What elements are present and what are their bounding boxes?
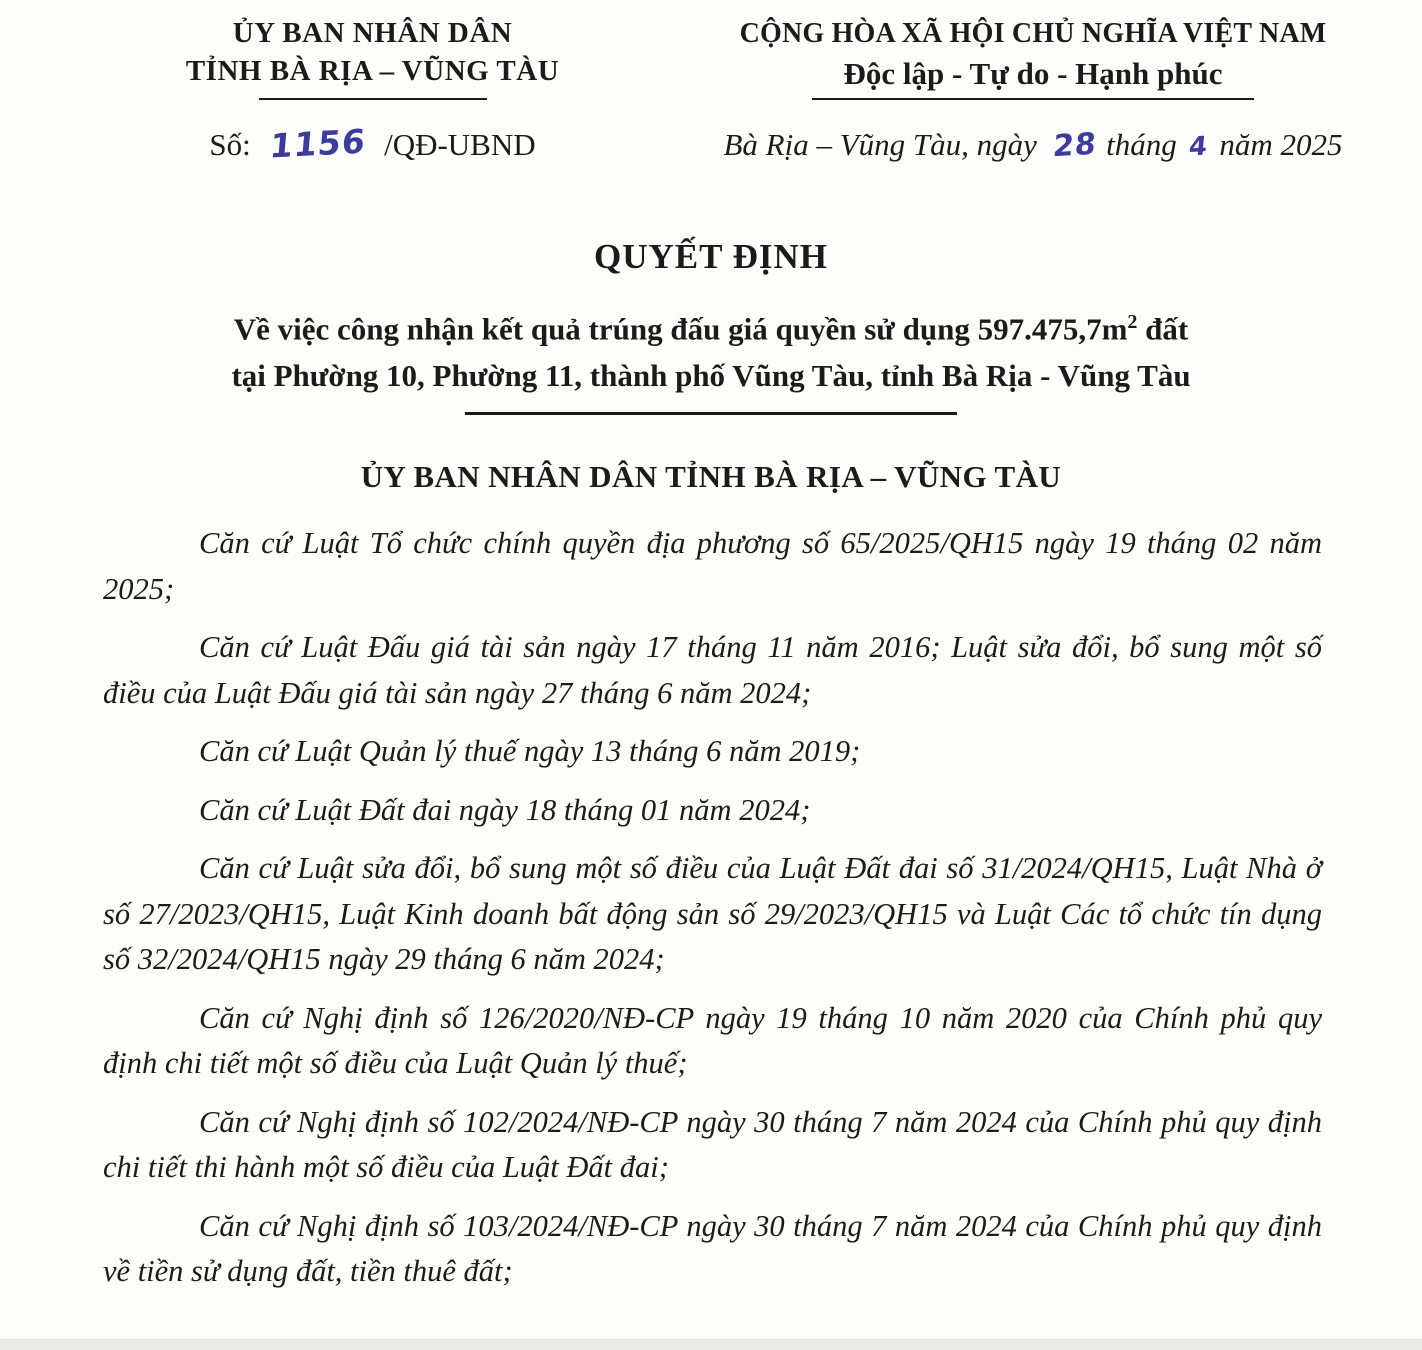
document-title: QUYẾT ĐỊNH xyxy=(594,237,828,276)
subtitle-line1-superscript: 2 xyxy=(1127,311,1138,333)
number-and-date-row xyxy=(0,121,1422,166)
document-subtitle xyxy=(96,299,1326,399)
document-number-handwritten-value: 1156 xyxy=(268,121,368,166)
legal-basis-paragraph-6: Căn cứ Nghị định số 126/2020/NĐ-CP ngày 19 tháng 10 năm 2020 của Chính phủ quy định chi tiết một số điều của Luật Quản lý thuế; xyxy=(103,1000,1322,1081)
national-header-line1: CỘNG HÒA XÃ HỘI CHỦ NGHĨA VIỆT NAM xyxy=(739,18,1327,49)
document-header xyxy=(0,14,1422,100)
header-right-divider xyxy=(812,98,1254,100)
document-number-suffix: /QĐ-UBND xyxy=(384,127,536,162)
date-day-handwritten: 28 xyxy=(1051,126,1098,165)
issuing-authority-line1: ỦY BAN NHÂN DÂN xyxy=(232,17,513,49)
issuing-authority-block xyxy=(95,14,650,100)
date-month-label: tháng xyxy=(1106,127,1177,162)
subtitle-line1-text: Về việc công nhận kết quả trúng đấu giá quyền sử dụng 597.475,7m xyxy=(233,311,1128,347)
document-number xyxy=(95,121,650,166)
legal-basis-paragraph-8: Căn cứ Nghị định số 103/2024/NĐ-CP ngày 30 tháng 7 năm 2024 của Chính phủ quy định về tiền sử dụng đất, tiền thuê đất; xyxy=(103,1208,1322,1289)
legal-basis-paragraph-2: Căn cứ Luật Đấu giá tài sản ngày 17 tháng 11 năm 2016; Luật sửa đổi, bổ sung một số điều của Luật Đấu giá tài sản ngày 27 tháng 6 năm 2024; xyxy=(103,630,1322,710)
issuing-authority-line2: TỈNH BÀ RỊA – VŨNG TÀU xyxy=(185,55,560,87)
date-year-suffix: năm 2025 xyxy=(1219,127,1343,162)
subtitle-line1 xyxy=(96,299,1326,352)
scan-edge-strip xyxy=(0,1339,1422,1350)
national-motto-block xyxy=(652,14,1414,100)
date-month-handwritten: 4 xyxy=(1187,131,1209,163)
authority-heading: ỦY BAN NHÂN DÂN TỈNH BÀ RỊA – VŨNG TÀU xyxy=(360,459,1062,495)
national-header-line2: Độc lập - Tự do - Hạnh phúc xyxy=(843,56,1223,91)
legal-basis-paragraph-5: Căn cứ Luật sửa đổi, bổ sung một số điều của Luật Đất đai số 31/2024/QH15, Luật Nhà ở số 27/2023/QH15, Luật Kinh doanh bất động sản số 29/2023/QH15 và Luật Các tổ chức tín dụng số 32/2024/QH15 ngày 29 tháng 6 năm 2024; xyxy=(103,851,1322,977)
title-block xyxy=(0,237,1422,415)
legal-basis-paragraph-3: Căn cứ Luật Quản lý thuế ngày 13 tháng 6 năm 2019; xyxy=(199,734,861,769)
legal-basis-paragraph-7: Căn cứ Nghị định số 102/2024/NĐ-CP ngày 30 tháng 7 năm 2024 của Chính phủ quy định chi tiết thi hành một số điều của Luật Đất đai; xyxy=(103,1104,1322,1185)
header-left-divider xyxy=(259,98,487,100)
legal-basis-paragraphs xyxy=(103,521,1322,1295)
date-place-prefix: Bà Rịa – Vũng Tàu, ngày xyxy=(723,127,1037,162)
legal-basis-paragraph-1: Căn cứ Luật Tổ chức chính quyền địa phương số 65/2025/QH15 ngày 19 tháng 02 năm 2025; xyxy=(103,526,1322,606)
legal-basis-paragraph-4: Căn cứ Luật Đất đai ngày 18 tháng 01 năm 2024; xyxy=(199,792,811,827)
place-and-date-line xyxy=(652,127,1414,163)
title-divider xyxy=(465,412,957,415)
document-number-label: Số: xyxy=(209,127,251,162)
subtitle-line1-tail: đất xyxy=(1137,311,1189,347)
subtitle-line2: tại Phường 10, Phường 11, thành phố Vũng Tàu, tỉnh Bà Rịa - Vũng Tàu xyxy=(231,358,1191,394)
